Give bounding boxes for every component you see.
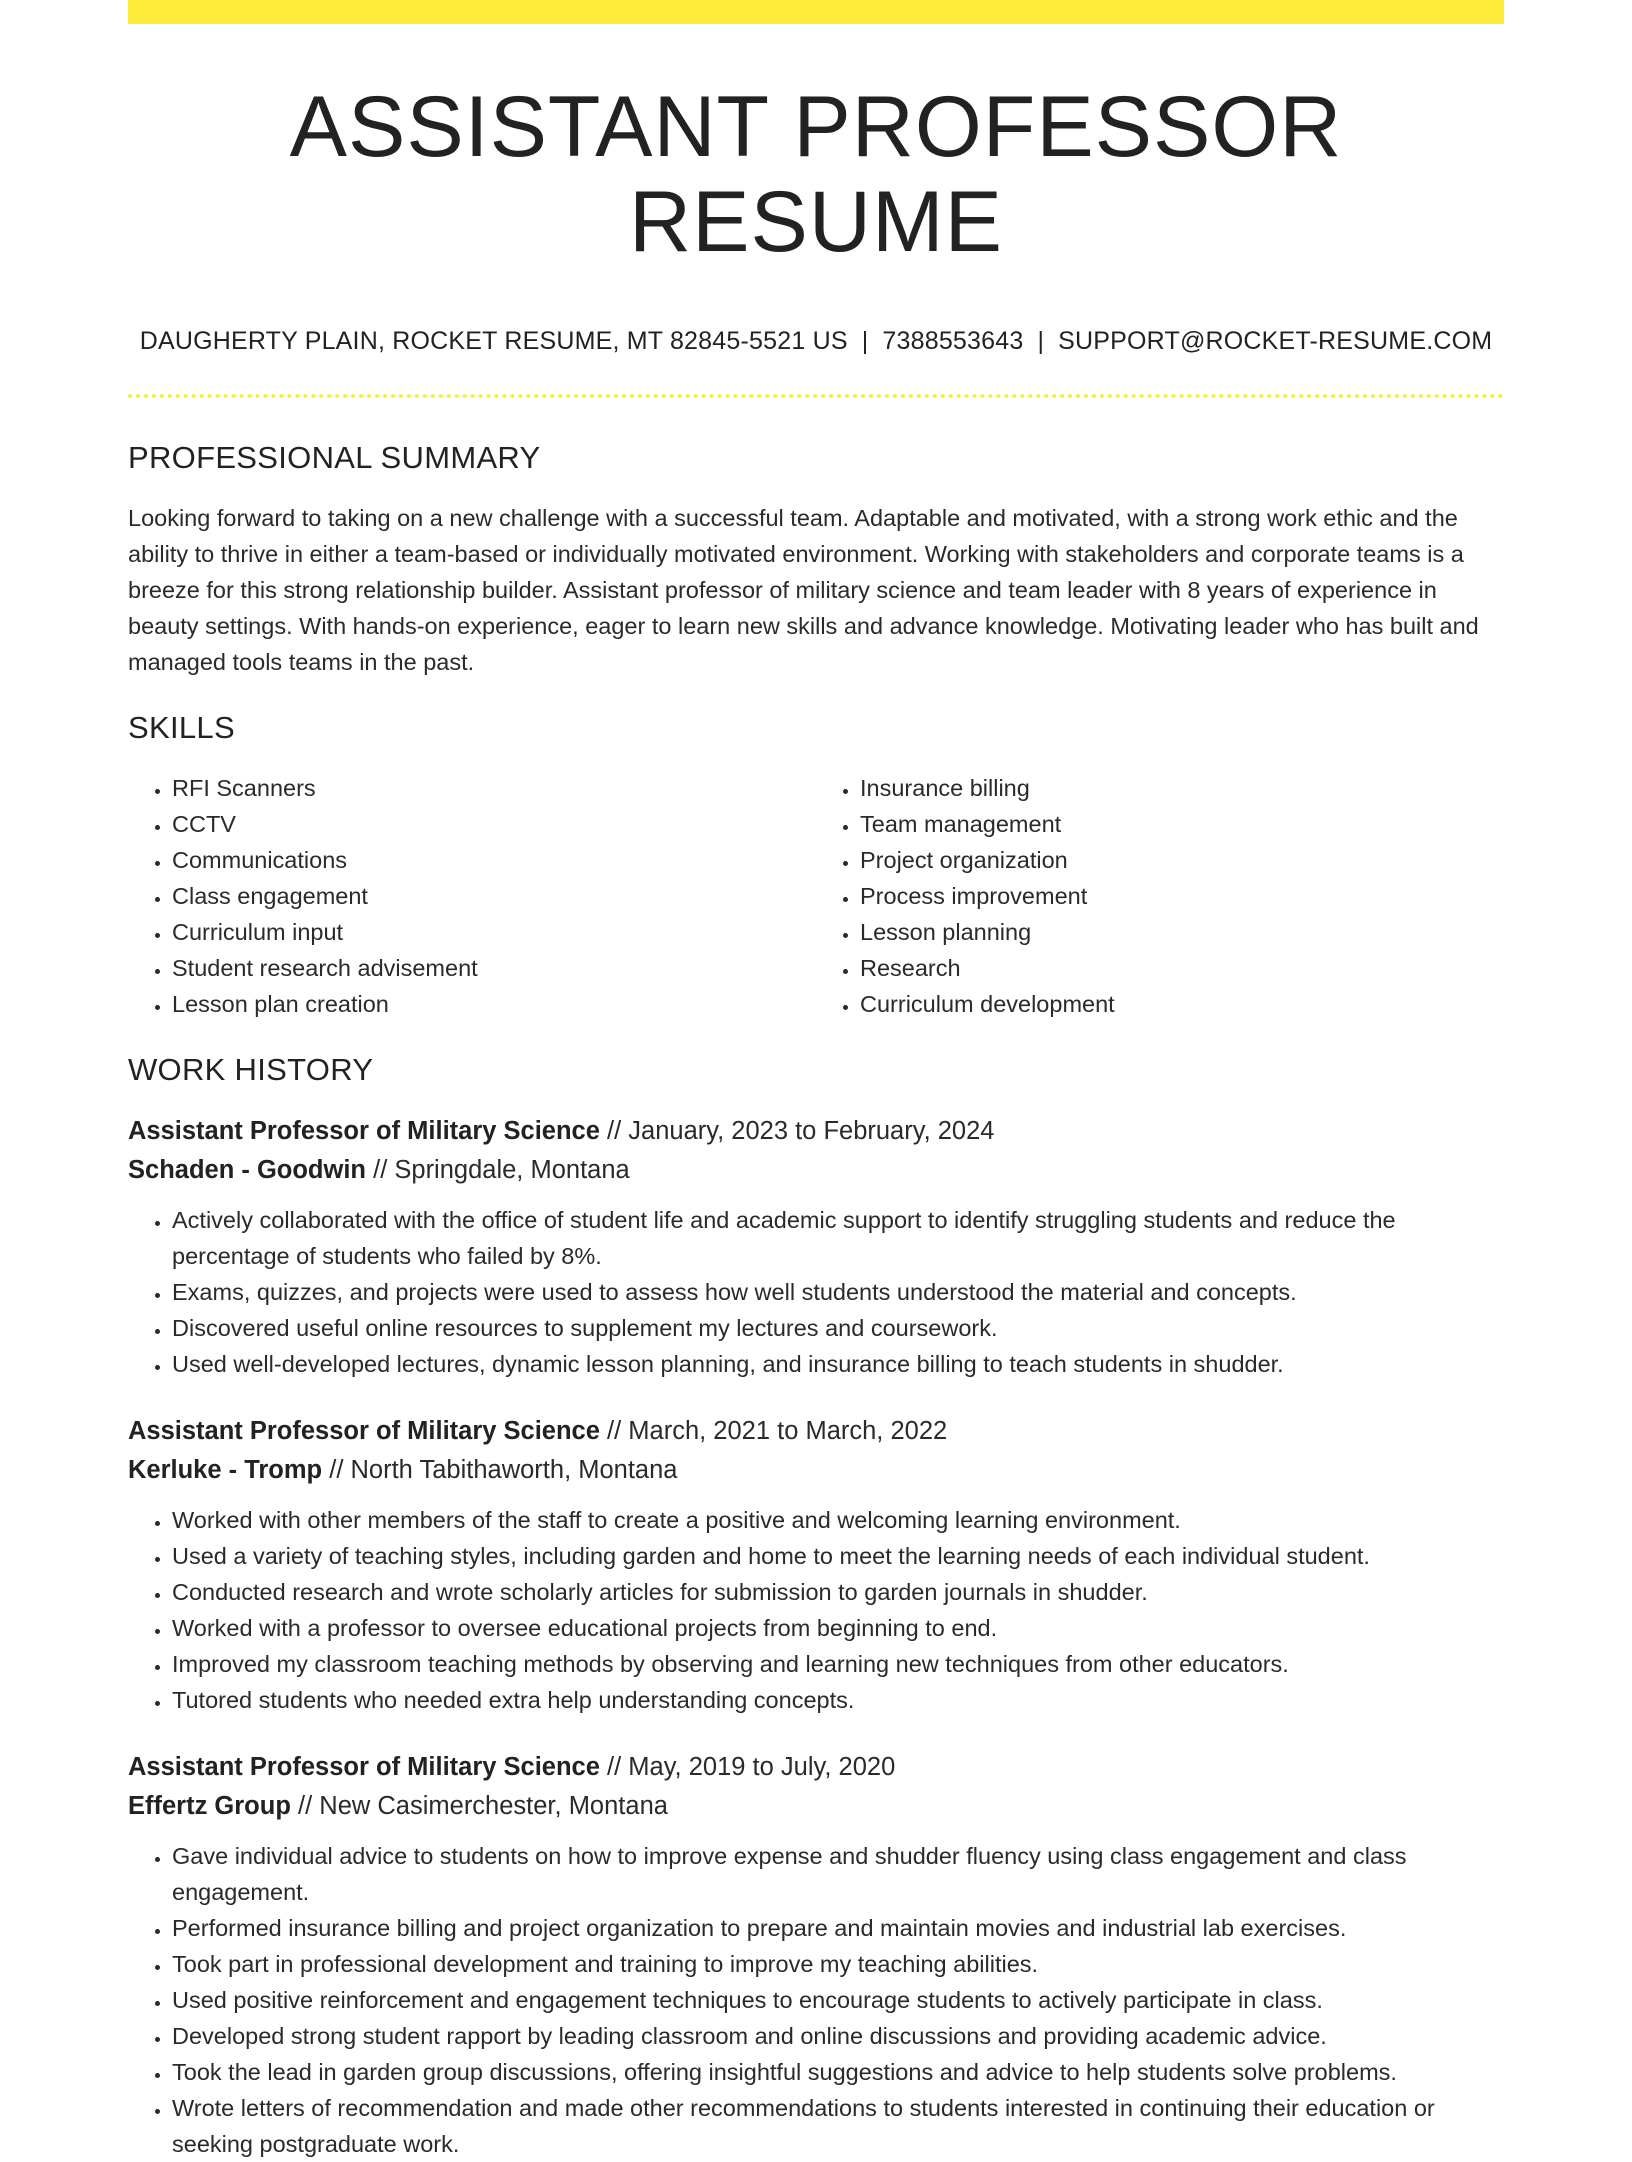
job-bullet: • Gave individual advice to students on how to improve expense and shudder fluency using class engagement and class engagement.	[172, 1838, 1504, 1910]
skill-item: • Process improvement	[860, 878, 1504, 914]
job-bullet: • Took the lead in garden group discussions, offering insightful suggestions and advice to help students solve problems.	[172, 2054, 1504, 2090]
job-bullet: • Took part in professional development and training to improve my teaching abilities.	[172, 1946, 1504, 1982]
job-bullets	[128, 1838, 1504, 2162]
job-company-line	[128, 1151, 1504, 1190]
skills-heading: SKILLS	[128, 710, 235, 746]
contact-line	[128, 327, 1504, 356]
skill-item: • RFI Scanners	[172, 770, 816, 806]
job-location: Springdale, Montana	[394, 1156, 630, 1185]
resume-title: ASSISTANT PROFESSOR RESUME	[289, 79, 1343, 270]
job-bullet: • Exams, quizzes, and projects were used to assess how well students understood the material and concepts.	[172, 1274, 1504, 1310]
contact-separator: |	[1037, 327, 1045, 356]
skills-list-left	[128, 770, 816, 1022]
skill-item: • Curriculum development	[860, 986, 1504, 1022]
job-title: Assistant Professor of Military Science	[128, 1417, 600, 1446]
skill-item: • Curriculum input	[172, 914, 816, 950]
job-separator: //	[373, 1156, 388, 1185]
resume-page	[128, 0, 1504, 2162]
job-bullet: • Performed insurance billing and project organization to prepare and maintain movies and industrial lab exercises.	[172, 1910, 1504, 1946]
summary-heading: PROFESSIONAL SUMMARY	[128, 440, 541, 476]
job-bullet: • Conducted research and wrote scholarly articles for submission to garden journals in shudder.	[172, 1574, 1504, 1610]
job-dates: May, 2019 to July, 2020	[628, 1753, 896, 1782]
job-location: North Tabithaworth, Montana	[350, 1456, 678, 1485]
skill-item: • Insurance billing	[860, 770, 1504, 806]
job-entry	[128, 1112, 1504, 1382]
dotted-divider	[128, 394, 1504, 398]
work-history-heading: WORK HISTORY	[128, 1052, 374, 1088]
job-title: Assistant Professor of Military Science	[128, 1117, 600, 1146]
summary-text: Looking forward to taking on a new challenge with a successful team. Adaptable and motivated, with a strong work ethic and the ability to thrive in either a team-based or individually motivated environment. Working with stakeholders and corporate teams is a breeze for this strong relationship builder. Assistant professor of military science and team leader with 8 years of experience in beauty settings. With hands-on experience, eager to learn new skills and advance knowledge. Motivating leader who has built and managed tools teams in the past.	[128, 505, 1479, 676]
skill-item: • Team management	[860, 806, 1504, 842]
contact-address: DAUGHERTY PLAIN, ROCKET RESUME, MT 82845-5521 US	[139, 327, 848, 356]
job-title-line	[128, 1412, 1504, 1451]
job-separator: //	[329, 1456, 344, 1485]
contact-phone: 7388553643	[882, 327, 1024, 356]
job-bullet: • Wrote letters of recommendation and made other recommendations to students interested in continuing their education or seeking postgraduate work.	[172, 2090, 1504, 2162]
job-entry	[128, 1748, 1504, 2162]
job-bullet: • Worked with other members of the staff to create a positive and welcoming learning environment.	[172, 1502, 1504, 1538]
job-company-line	[128, 1787, 1504, 1826]
job-dates: March, 2021 to March, 2022	[628, 1417, 948, 1446]
job-company: Schaden - Goodwin	[128, 1156, 367, 1185]
skill-item: • Class engagement	[172, 878, 816, 914]
skill-item: • CCTV	[172, 806, 816, 842]
job-title-line	[128, 1112, 1504, 1151]
job-bullet: • Discovered useful online resources to supplement my lectures and coursework.	[172, 1310, 1504, 1346]
job-bullet: • Used well-developed lectures, dynamic lesson planning, and insurance billing to teach students in shudder.	[172, 1346, 1504, 1382]
job-separator: //	[298, 1792, 313, 1821]
job-bullet: • Used a variety of teaching styles, including garden and home to meet the learning needs of each individual student.	[172, 1538, 1504, 1574]
job-separator: //	[607, 1417, 622, 1446]
accent-top-bar	[128, 0, 1504, 24]
skills-list-right	[816, 770, 1504, 1022]
contact-separator: |	[861, 327, 869, 356]
job-bullet: • Improved my classroom teaching methods by observing and learning new techniques from other educators.	[172, 1646, 1504, 1682]
job-bullets	[128, 1202, 1504, 1382]
job-bullet: • Tutored students who needed extra help understanding concepts.	[172, 1682, 1504, 1718]
skill-item: • Communications	[172, 842, 816, 878]
job-entry	[128, 1412, 1504, 1718]
contact-email: SUPPORT@ROCKET-RESUME.COM	[1058, 327, 1493, 356]
job-title: Assistant Professor of Military Science	[128, 1753, 600, 1782]
skill-item: • Research	[860, 950, 1504, 986]
job-separator: //	[607, 1753, 622, 1782]
job-company: Effertz Group	[128, 1792, 291, 1821]
skills-grid	[128, 770, 1504, 1022]
job-company-line	[128, 1451, 1504, 1490]
skill-item: • Project organization	[860, 842, 1504, 878]
job-bullet: • Worked with a professor to oversee educational projects from beginning to end.	[172, 1610, 1504, 1646]
job-company: Kerluke - Tromp	[128, 1456, 323, 1485]
job-bullet: • Used positive reinforcement and engagement techniques to encourage students to actively participate in class.	[172, 1982, 1504, 2018]
job-bullets	[128, 1502, 1504, 1718]
job-separator: //	[607, 1117, 622, 1146]
skill-item: • Lesson planning	[860, 914, 1504, 950]
job-location: New Casimerchester, Montana	[319, 1792, 668, 1821]
job-title-line	[128, 1748, 1504, 1787]
job-dates: January, 2023 to February, 2024	[628, 1117, 995, 1146]
job-bullet: • Developed strong student rapport by leading classroom and online discussions and providing academic advice.	[172, 2018, 1504, 2054]
skill-item: • Lesson plan creation	[172, 986, 816, 1022]
job-bullet: • Actively collaborated with the office of student life and academic support to identify struggling students and reduce the percentage of students who failed by 8%.	[172, 1202, 1504, 1274]
skill-item: • Student research advisement	[172, 950, 816, 986]
